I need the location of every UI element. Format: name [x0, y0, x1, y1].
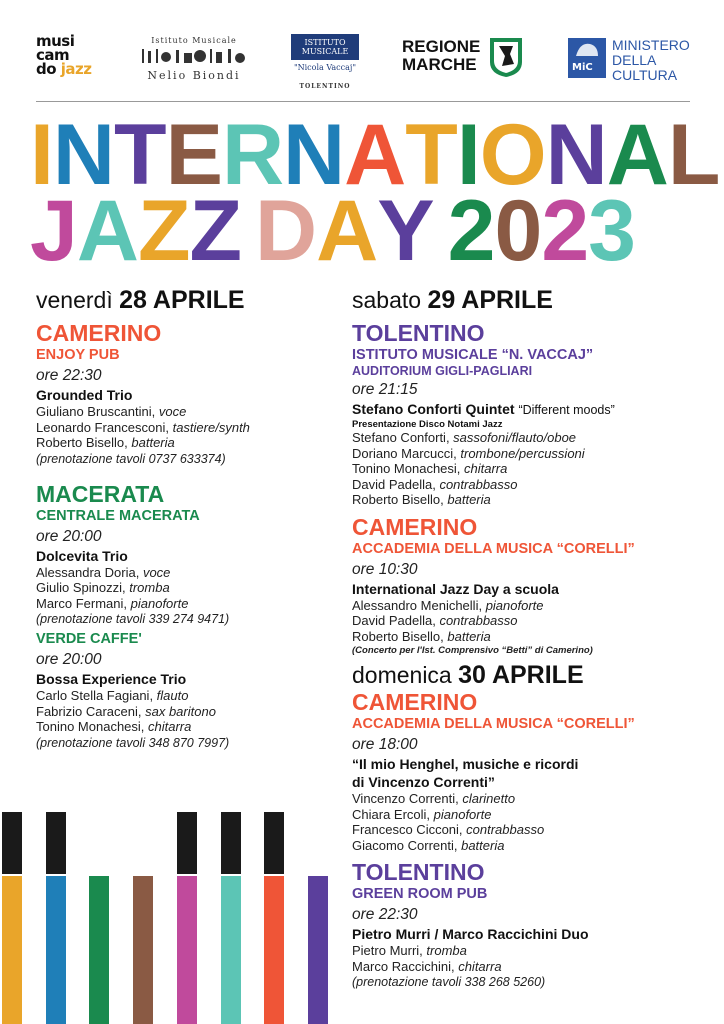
event-macerata-centrale: [36, 481, 336, 628]
event-camerino-enjoy-pub: [36, 320, 336, 467]
event-city: CAMERINO: [352, 689, 478, 715]
title-letter: T: [405, 107, 457, 203]
title-jazz-day-2023: [30, 183, 636, 279]
piano-key-black-top: [221, 812, 241, 874]
event-venue: ISTITUTO MUSICALE “N. VACCAJ”: [352, 347, 594, 363]
event-band: International Jazz Day a scuola: [352, 580, 559, 597]
piano-key-black-top: [177, 812, 197, 874]
title-letter: R: [221, 107, 284, 203]
regione-marche-logo: [402, 38, 480, 74]
event-city: MACERATA: [36, 480, 165, 507]
title-letter: Z: [189, 183, 242, 279]
event-band: Stefano Conforti Quintet “Different moods”: [352, 401, 615, 417]
title-letter: E: [165, 107, 222, 203]
logo-line: do jazz: [36, 60, 92, 78]
event-city: TOLENTINO: [352, 859, 485, 885]
title-letter: D: [255, 183, 317, 279]
musician: Leonardo Francesconi, tastiere/synth: [36, 419, 250, 435]
event-venue: CENTRALE MACERATA: [36, 507, 200, 524]
piano-key: [308, 876, 328, 1024]
day-heading: domenica 30 APRILE: [352, 661, 584, 689]
title-letter: 2: [541, 183, 589, 279]
regione-marche-emblem-icon: [488, 36, 524, 78]
musician: Giulio Spinozzi, tromba: [36, 580, 170, 595]
musician: David Padella, contrabbasso: [352, 476, 518, 492]
istituto-nelio-biondi-logo: [138, 36, 250, 82]
title-letter: 2: [447, 183, 495, 279]
event-band: Grounded Trio: [36, 387, 133, 403]
musician: David Padella, contrabbasso: [352, 613, 518, 628]
musician: Marco Raccichini, chitarra: [352, 958, 502, 974]
title-letter: [241, 188, 255, 274]
piano-key-black-top: [264, 812, 284, 874]
day-heading: venerdì 28 APRILE: [36, 286, 245, 314]
friday-column: [36, 286, 336, 751]
event-city: CAMERINO: [36, 320, 162, 346]
booking-note: (prenotazione tavoli 348 870 7997): [36, 735, 230, 750]
title-letter: Z: [137, 183, 190, 279]
title-letter: [434, 188, 448, 274]
musician: Tonino Monachesi, chitarra: [352, 461, 508, 476]
title-letter: Y: [377, 183, 434, 279]
header-divider: [36, 101, 690, 102]
logo-line: MARCHE: [402, 55, 477, 74]
musician: Doriano Marcucci, trombone/percussioni: [352, 445, 585, 461]
event-time: ore 10:30: [352, 560, 418, 578]
event-venue: ENJOY PUB: [36, 347, 120, 363]
event-time: ore 22:30: [36, 367, 102, 384]
instruments-icon: [138, 47, 250, 65]
logo-subtitle: Istituto Musicale: [151, 36, 237, 45]
title-letter: A: [76, 183, 138, 279]
musician: Roberto Bisello, batteria: [36, 435, 175, 450]
title-letter: 3: [588, 183, 636, 279]
event-camerino-corelli-henghel: [352, 689, 692, 853]
piano-key: [221, 876, 241, 1024]
piano-key-black-top: [46, 812, 66, 874]
musician: Stefano Conforti, sassofoni/flauto/oboe: [352, 430, 577, 445]
title-letter: A: [316, 183, 378, 279]
piano-key: [89, 876, 109, 1024]
event-venue: ACCADEMIA DELLA MUSICA “CORELLI”: [352, 716, 635, 732]
title-letter: T: [114, 107, 166, 203]
event-band: Bossa Experience Trio: [36, 671, 187, 687]
event-time: ore 20:00: [36, 651, 102, 668]
event-venue: ACCADEMIA DELLA MUSICA “CORELLI”: [352, 540, 635, 557]
event-band: Dolcevita Trio: [36, 547, 128, 564]
musician: Vincenzo Correnti, clarinetto: [352, 791, 516, 806]
musician: Giacomo Correnti, batteria: [352, 837, 505, 853]
day-heading: sabato 29 APRILE: [352, 286, 553, 314]
event-city: CAMERINO: [352, 513, 478, 540]
event-tolentino-vaccaj: [352, 320, 692, 508]
mic-short: MiC: [572, 62, 593, 73]
logo-title: Nelio Biondi: [147, 69, 241, 82]
title-letter: N: [283, 107, 345, 203]
event-venue: GREEN ROOM PUB: [352, 886, 488, 902]
title-letter: O: [479, 107, 546, 203]
musician: Alessandra Doria, voce: [36, 564, 171, 580]
event-band: di Vincenzo Correnti”: [352, 774, 495, 790]
title-letter: N: [545, 107, 607, 203]
booking-note: (prenotazione tavoli 339 274 9471): [36, 612, 230, 626]
istituto-vaccaj-logo: [286, 34, 364, 100]
event-venue: VERDE CAFFE': [36, 631, 142, 647]
musician: Tonino Monachesi, chitarra: [36, 719, 192, 734]
event-verde-caffe: [36, 631, 336, 751]
event-tolentino-green-room: [352, 859, 692, 990]
title-letter: I: [456, 107, 480, 203]
event-time: ore 20:00: [36, 527, 102, 545]
piano-key: [2, 876, 22, 1024]
musician: Fabrizio Caraceni, sax baritono: [36, 703, 216, 719]
musician: Chiara Ercoli, pianoforte: [352, 806, 492, 822]
event-city: TOLENTINO: [352, 320, 485, 346]
musician: Francesco Cicconi, contrabbasso: [352, 822, 545, 837]
title-letter: I: [30, 107, 53, 203]
musician: Carlo Stella Fagiani, flauto: [36, 688, 189, 703]
presentation-note: Presentazione Disco Notami Jazz: [352, 419, 503, 430]
musicamdo-jazz-logo: [36, 34, 92, 76]
title-letter: N: [52, 107, 115, 203]
event-time: ore 18:00: [352, 736, 418, 753]
logo-line: musi: [36, 32, 75, 50]
musician: Marco Fermani, pianoforte: [36, 595, 189, 611]
piano-key: [46, 876, 66, 1024]
musician: Alessandro Menichelli, pianoforte: [352, 597, 544, 613]
logo-line: REGIONE: [402, 37, 481, 56]
event-band: Pietro Murri / Marco Raccichini Duo: [352, 926, 589, 942]
title-letter: A: [344, 107, 406, 203]
title-letter: 0: [494, 183, 542, 279]
logo-city: TOLENTINO: [299, 83, 351, 90]
musician: Roberto Bisello, batteria: [352, 628, 491, 644]
title-letter: L: [667, 107, 720, 203]
weekend-column: [352, 286, 692, 990]
event-band: “Il mio Henghel, musiche e ricordi: [352, 756, 579, 772]
piano-key: [177, 876, 197, 1024]
piano-key: [264, 876, 284, 1024]
booking-note: (prenotazione tavoli 338 268 5260): [352, 975, 546, 989]
event-venue-sub: AUDITORIUM GIGLI-PAGLIARI: [352, 364, 533, 378]
piano-keys-graphic: [0, 812, 330, 1024]
event-time: ore 21:15: [352, 381, 418, 398]
musician: Roberto Bisello, batteria: [352, 492, 491, 507]
musician: Pietro Murri, tromba: [352, 943, 467, 958]
mic-text: MINISTERO DELLA CULTURA: [612, 37, 690, 83]
event-note: (Concerto per l'Ist. Comprensivo “Betti” di Camerino): [352, 645, 593, 656]
event-time: ore 22:30: [352, 906, 418, 923]
piano-key: [133, 876, 153, 1024]
mic-emblem-icon: [568, 38, 606, 60]
title-letter: J: [30, 183, 77, 279]
logo-name: "Nicola Vaccaj": [293, 63, 357, 72]
logo-badge: ISTITUTO MUSICALE: [291, 34, 359, 60]
booking-note: (prenotazione tavoli 0737 633374): [36, 451, 226, 466]
event-camerino-corelli-school: [352, 514, 692, 658]
piano-key-black-top: [2, 812, 22, 874]
logo-line: cam: [36, 46, 70, 64]
musician: Giuliano Bruscantini, voce: [36, 404, 187, 419]
title-letter: A: [606, 107, 668, 203]
